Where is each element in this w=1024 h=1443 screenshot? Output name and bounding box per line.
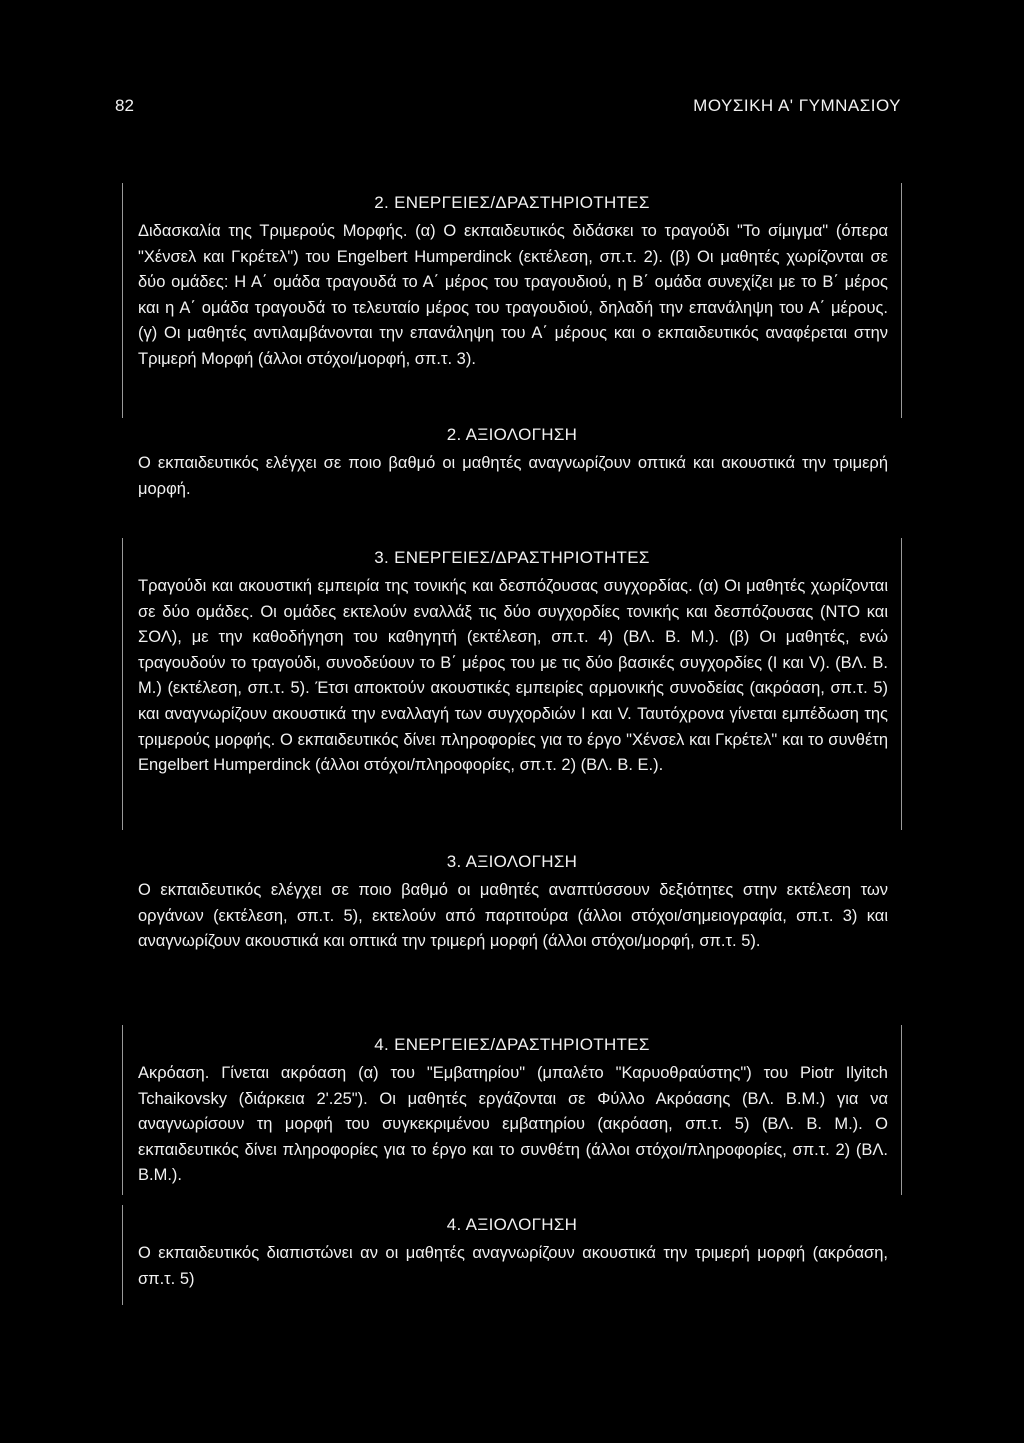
page-header: [115, 96, 901, 126]
section-heading: 3. ΕΝΕΡΓΕΙΕΣ/ΔΡΑΣΤΗΡΙΟΤΗΤΕΣ: [374, 548, 650, 567]
section-body: Διδασκαλία της Τριμερούς Μορφής. (α) Ο εκπαιδευτικός διδάσκει το τραγούδι "Το σίμιγμα" (όπερα "Χένσελ και Γκρέτελ") του Engelbert Humperdinck (εκτέλεση, σπ.τ. 2). (β) Οι μαθητές χωρίζονται σε δύο ομάδες: Η Α΄ ομάδα τραγουδά το Α΄ μέρος του τραγουδιού, η Β΄ ομάδα συνεχίζει με το Β΄ μέρος και η Α΄ ομάδα τραγουδά το τελευταίο μέρος του τραγουδιού, δηλαδή την επανάληψη του Α΄ μέρους. (γ) Οι μαθητές αντιλαμβάνονται την επανάληψη του Α΄ μέρους και ο εκπαιδευτικός αναφέρεται στην Τριμερή Μορφή (άλλοι στόχοι/μορφή, σπ.τ. 3).: [138, 222, 888, 368]
evaluation-body: Ο εκπαιδευτικός ελέγχει σε ποιο βαθμό οι μαθητές αναγνωρίζουν οπτικά και ακουστικά την τριμερή μορφή.: [138, 454, 888, 498]
section-rule-right: [901, 538, 902, 830]
section-rule-right: [901, 183, 902, 418]
evaluation-heading: 2. ΑΞΙΟΛΟΓΗΣΗ: [446, 425, 578, 444]
evaluation-heading: 4. ΑΞΙΟΛΟΓΗΣΗ: [446, 1215, 578, 1234]
section-body: Τραγούδι και ακουστική εμπειρία της τονικής και δεσπόζουσας συγχορδίας. (α) Οι μαθητές χωρίζονται σε δύο ομάδες. Οι ομάδες εκτελούν εναλλάξ τις δύο συγχορδίες τονικής και δεσπόζουσας (ΝΤΟ και ΣΟΛ), με την καθοδήγηση του καθηγητή (εκτέλεση, σπ.τ. 4) (ΒΛ. Β. Μ.). (β) Οι μαθητές, ενώ τραγουδούν το τραγούδι, συνοδεύουν το Β΄ μέρος του με τις δύο βασικές συγχορδίες (Ι και V). (ΒΛ. Β. Μ.) (εκτέλεση, σπ.τ. 5). Έτσι αποκτούν ακουστικές εμπειρίες αρμονικής συνοδείας (ακρόαση, σπ.τ. 5) και αναγνωρίζουν ακουστικά την εναλλαγή των συγχορδιών Ι και V. Ταυτόχρονα γίνεται εμπέδωση της τριμερούς μορφής. Ο εκπαιδευτικός δίνει πληροφορίες για το έργο "Χένσελ και Γκρέτελ" και το συνθέτη Engelbert Humperdinck (άλλοι στόχοι/πληροφορίες, σπ.τ. 2) (ΒΛ. Β. Ε.).: [138, 577, 888, 775]
evaluation-3: [122, 852, 902, 987]
section-4: [122, 1025, 902, 1195]
section-rule-left: [122, 183, 123, 418]
page-number: 82: [115, 96, 134, 115]
running-title: ΜΟΥΣΙΚΗ Α' ΓΥΜΝΑΣΙΟΥ: [693, 96, 901, 115]
section-heading: 2. ΕΝΕΡΓΕΙΕΣ/ΔΡΑΣΤΗΡΙΟΤΗΤΕΣ: [374, 193, 650, 212]
section-3: [122, 538, 902, 830]
section-body: Ακρόαση. Γίνεται ακρόαση (α) του "Εμβατηρίου" (μπαλέτο "Καρυοθραύστης") του Piotr Ilyitch Tchaikovsky (διάρκεια 2'.25"). Οι μαθητές εργάζονται σε Φύλλο Ακρόασης (ΒΛ. Β.Μ.) για να αναγνωρίσουν τη μορφή του συγκεκριμένου εμβατηρίου (ακρόαση, σπ.τ. 5) (ΒΛ. Β. Μ.). Ο εκπαιδευτικός δίνει πληροφορίες για το έργο και το συνθέτη (άλλοι στόχοι/πληροφορίες, σπ.τ. 2) (ΒΛ. Β.Μ.).: [138, 1064, 888, 1185]
section-2: [122, 183, 902, 418]
evaluation-body: Ο εκπαιδευτικός διαπιστώνει αν οι μαθητές αναγνωρίζουν ακουστικά την τριμερή μορφή (ακρόαση, σπ.τ. 5): [138, 1244, 888, 1288]
section-heading: 4. ΕΝΕΡΓΕΙΕΣ/ΔΡΑΣΤΗΡΙΟΤΗΤΕΣ: [374, 1035, 650, 1054]
evaluation-heading: 3. ΑΞΙΟΛΟΓΗΣΗ: [446, 852, 578, 871]
evaluation-2: [122, 423, 902, 503]
evaluation-body: Ο εκπαιδευτικός ελέγχει σε ποιο βαθμό οι μαθητές αναπτύσσουν δεξιότητες στην εκτέλεση των οργάνων (εκτέλεση, σπ.τ. 5), εκτελούν από παρτιτούρα (άλλοι στόχοι/σημειογραφία, σπ.τ. 3) και αναγνωρίζουν ακουστικά και οπτικά την τριμερή μορφή (άλλοι στόχοι/μορφή, σπ.τ. 5).: [138, 881, 888, 951]
evaluation-4: [122, 1205, 902, 1305]
section-rule-left: [122, 538, 123, 830]
